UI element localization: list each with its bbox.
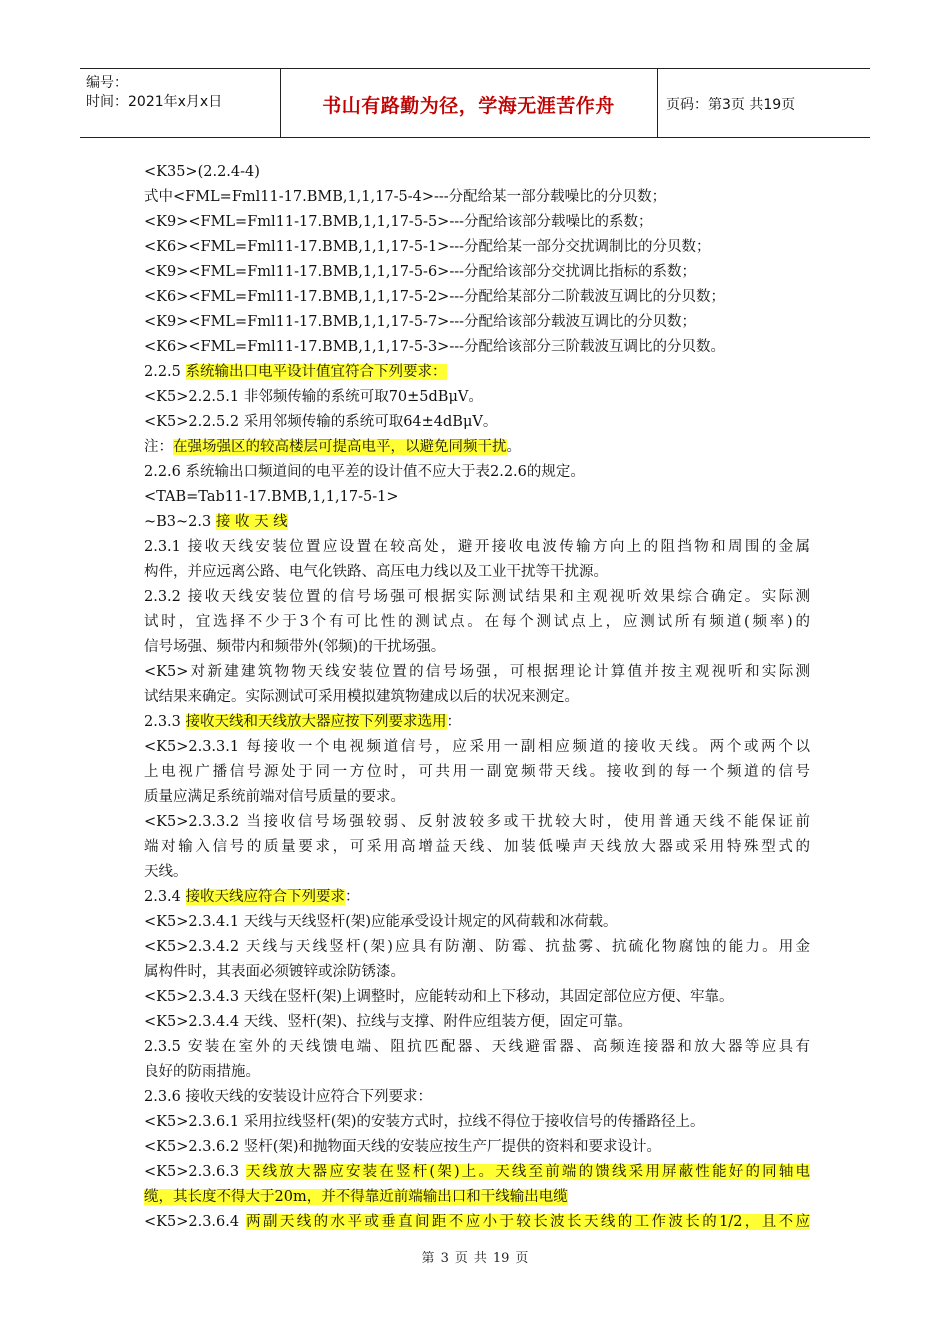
text-line	[144, 1185, 810, 1210]
line-text: 2.3.6 接收天线的安装设计应符合下列要求：	[144, 1089, 433, 1105]
text-line	[144, 260, 810, 285]
highlighted-text: 接收天线应符合下列要求	[185, 889, 346, 905]
text-line	[144, 435, 810, 460]
line-text: ~B3~2.3	[144, 514, 216, 530]
line-text: <K5>2.3.4.1 天线与天线竖杆(架)应能承受设计规定的风荷载和冰荷载。	[144, 914, 618, 930]
text-line	[144, 810, 810, 835]
text-line	[144, 310, 810, 335]
highlighted-text: 接 收 天 线	[215, 514, 288, 530]
text-line	[144, 410, 810, 435]
text-line	[144, 685, 810, 710]
text-line	[144, 360, 810, 385]
line-text: 端对输入信号的质量要求，可采用高增益天线、加装低噪声天线放大器或采用特殊型式的	[144, 839, 810, 855]
highlighted-text: 缆，其长度不得大于20m，并不得靠近前端输出口和干线输出电缆	[144, 1189, 568, 1205]
line-text: 2.2.6 系统输出口频道间的电平差的设计值不应大于表2.2.6的规定。	[144, 464, 585, 480]
line-text: 2.3.2 接收天线安装位置的信号场强可根据实际测试结果和主观视听效果综合确定。实际测	[144, 589, 810, 605]
line-text: <TAB=Tab11-17.BMB,1,1,17-5-1>	[144, 489, 399, 505]
text-line	[144, 285, 810, 310]
line-text: 信号场强、频带内和频带外(邻频)的干扰场强。	[144, 639, 446, 655]
text-line	[144, 910, 810, 935]
text-line	[144, 385, 810, 410]
line-text: 良好的防雨措施。	[144, 1064, 260, 1080]
line-text: <K5>对新建建筑物物天线安装位置的信号场强，可根据理论计算值并按主观视听和实际测	[144, 664, 810, 680]
text-line	[144, 610, 810, 635]
line-text: <K9><FML=Fml11-17.BMB,1,1,17-5-7>---分配给该部分载波互调比的分贝数；	[144, 314, 697, 330]
text-line	[144, 485, 810, 510]
text-line	[144, 235, 810, 260]
line-text: 天线。	[144, 864, 188, 880]
line-text-tail: ：	[446, 714, 462, 730]
line-text: <K35>(2.2.4-4)	[144, 164, 260, 180]
footer-text-1: 第	[421, 1251, 435, 1266]
document-body	[144, 160, 810, 1235]
document-date-label: 时间：2021年x月x日	[86, 94, 223, 110]
line-text: <K5>2.3.4.2 天线与天线竖杆(架)应具有防潮、防霉、抗盐雾、抗硫化物腐蚀的能力。用金	[144, 939, 810, 955]
text-line	[144, 460, 810, 485]
line-text: <K5>2.3.4.4 天线、竖杆(架)、拉线与支撑、附件应组装方便，固定可靠。	[144, 1014, 633, 1030]
highlighted-text: 在强场强区的较高楼层可提高电平，以避免同频干扰	[173, 439, 507, 455]
line-text: 2.2.5	[144, 364, 186, 380]
header-motto: 书山有路勤为径，学海无涯苦作舟	[322, 95, 615, 117]
line-text: 注：	[144, 439, 173, 455]
text-line	[144, 560, 810, 585]
line-text-tail: ：	[345, 889, 360, 905]
highlighted-text: 天线放大器应安装在竖杆(架)上。天线至前端的馈线采用屏蔽性能好的同轴电	[245, 1164, 810, 1180]
line-text: <K5>2.3.6.3	[144, 1164, 246, 1180]
footer-total-pages: 19	[492, 1251, 510, 1266]
line-text: 试结果来确定。实际测试可采用模拟建筑物建成以后的状况来测定。	[144, 689, 579, 705]
highlighted-text: 系统输出口电平设计值宜符合下列要求：	[185, 364, 447, 380]
text-line	[144, 335, 810, 360]
text-line	[144, 1085, 810, 1110]
footer-text-4: 页	[515, 1251, 529, 1266]
line-text: <K5>2.3.6.4	[144, 1214, 247, 1230]
line-text: <K9><FML=Fml11-17.BMB,1,1,17-5-6>---分配给该部分交扰调比指标的系数；	[144, 264, 697, 280]
text-line	[144, 1210, 810, 1235]
page-footer	[0, 1247, 950, 1266]
line-text: <K6><FML=Fml11-17.BMB,1,1,17-5-2>---分配给某部分二阶载波互调比的分贝数；	[144, 289, 726, 305]
line-text: <K5>2.2.5.2 采用邻频传输的系统可取64±4dBμV。	[144, 414, 498, 430]
text-line	[144, 885, 810, 910]
header-page-number: 页码：第3页 共19页	[666, 97, 796, 113]
text-line	[144, 160, 810, 185]
line-text: <K5>2.3.3.1 每接收一个电视频道信号，应采用一副相应频道的接收天线。两个或两个以	[144, 739, 810, 755]
text-line	[144, 660, 810, 685]
text-line	[144, 935, 810, 960]
highlighted-text: 两副天线的水平或垂直间距不应小于较长波长天线的工作波长的1/2，且不应	[246, 1214, 810, 1230]
footer-text-2: 页	[454, 1251, 468, 1266]
highlighted-text: 接收天线和天线放大器应按下列要求选用	[185, 714, 447, 730]
page-header	[80, 68, 870, 138]
line-text: 构件，并应远离公路、电气化铁路、高压电力线以及工业干扰等干扰源。	[144, 564, 608, 580]
text-line	[144, 1010, 810, 1035]
text-line	[144, 710, 810, 735]
text-line	[144, 635, 810, 660]
text-line	[144, 1135, 810, 1160]
text-line	[144, 960, 810, 985]
text-line	[144, 760, 810, 785]
line-text: 式中<FML=Fml11-17.BMB,1,1,17-5-4>---分配给某一部分载噪比的分贝数；	[144, 189, 667, 205]
text-line	[144, 1110, 810, 1135]
header-page-cell	[658, 69, 870, 137]
text-line	[144, 835, 810, 860]
line-text: <K5>2.3.6.1 采用拉线竖杆(架)的安装方式时，拉线不得位于接收信号的传播路径上。	[144, 1114, 705, 1130]
line-text: <K6><FML=Fml11-17.BMB,1,1,17-5-1>---分配给某一部分交扰调制比的分贝数；	[144, 239, 711, 255]
line-text: 属构件时，其表面必须镀锌或涂防锈漆。	[144, 964, 405, 980]
line-text: <K6><FML=Fml11-17.BMB,1,1,17-5-3>---分配给该部分三阶载波互调比的分贝数。	[144, 339, 726, 355]
text-line	[144, 1035, 810, 1060]
text-line	[144, 1060, 810, 1085]
document-number-label: 编号：	[86, 75, 128, 91]
text-line	[144, 985, 810, 1010]
text-line	[144, 210, 810, 235]
text-line	[144, 185, 810, 210]
line-text: <K9><FML=Fml11-17.BMB,1,1,17-5-5>---分配给该部分载噪比的系数；	[144, 214, 653, 230]
text-line	[144, 785, 810, 810]
text-line	[144, 860, 810, 885]
line-text: 2.3.3	[144, 714, 186, 730]
text-line	[144, 510, 810, 535]
footer-current-page: 3	[440, 1251, 449, 1266]
text-line	[144, 535, 810, 560]
line-text: 2.3.1 接收天线安装位置应设置在较高处，避开接收电波传输方向上的阻挡物和周围的金属	[144, 539, 810, 555]
text-line	[144, 1160, 810, 1185]
text-line	[144, 735, 810, 760]
line-text: <K5>2.3.6.2 竖杆(架)和抛物面天线的安装应按生产厂提供的资料和要求设计。	[144, 1139, 662, 1155]
line-text: 2.3.4	[144, 889, 186, 905]
line-text: <K5>2.3.3.2 当接收信号场强较弱、反射波较多或干扰较大时，使用普通天线不能保证前	[144, 814, 810, 830]
line-text: <K5>2.3.4.3 天线在竖杆(架)上调整时，应能转动和上下移动，其固定部位应方便、牢靠。	[144, 989, 734, 1005]
line-text: <K5>2.2.5.1 非邻频传输的系统可取70±5dBμV。	[144, 389, 483, 405]
line-text: 2.3.5 安装在室外的天线馈电端、阻抗匹配器、天线避雷器、高频连接器和放大器等应具有	[144, 1039, 810, 1055]
text-line	[144, 585, 810, 610]
header-motto-cell	[280, 69, 658, 137]
line-text: 质量应满足系统前端对信号质量的要求。	[144, 789, 405, 805]
line-text: 试时，宜选择不少于3个有可比性的测试点。在每个测试点上，应测试所有频道(频率)的	[144, 614, 810, 630]
footer-text-3: 共	[473, 1251, 487, 1266]
header-meta-cell	[80, 69, 281, 137]
line-text-tail: 。	[506, 439, 521, 455]
line-text: 上电视广播信号源处于同一方位时，可共用一副宽频带天线。接收到的每一个频道的信号	[144, 764, 810, 780]
